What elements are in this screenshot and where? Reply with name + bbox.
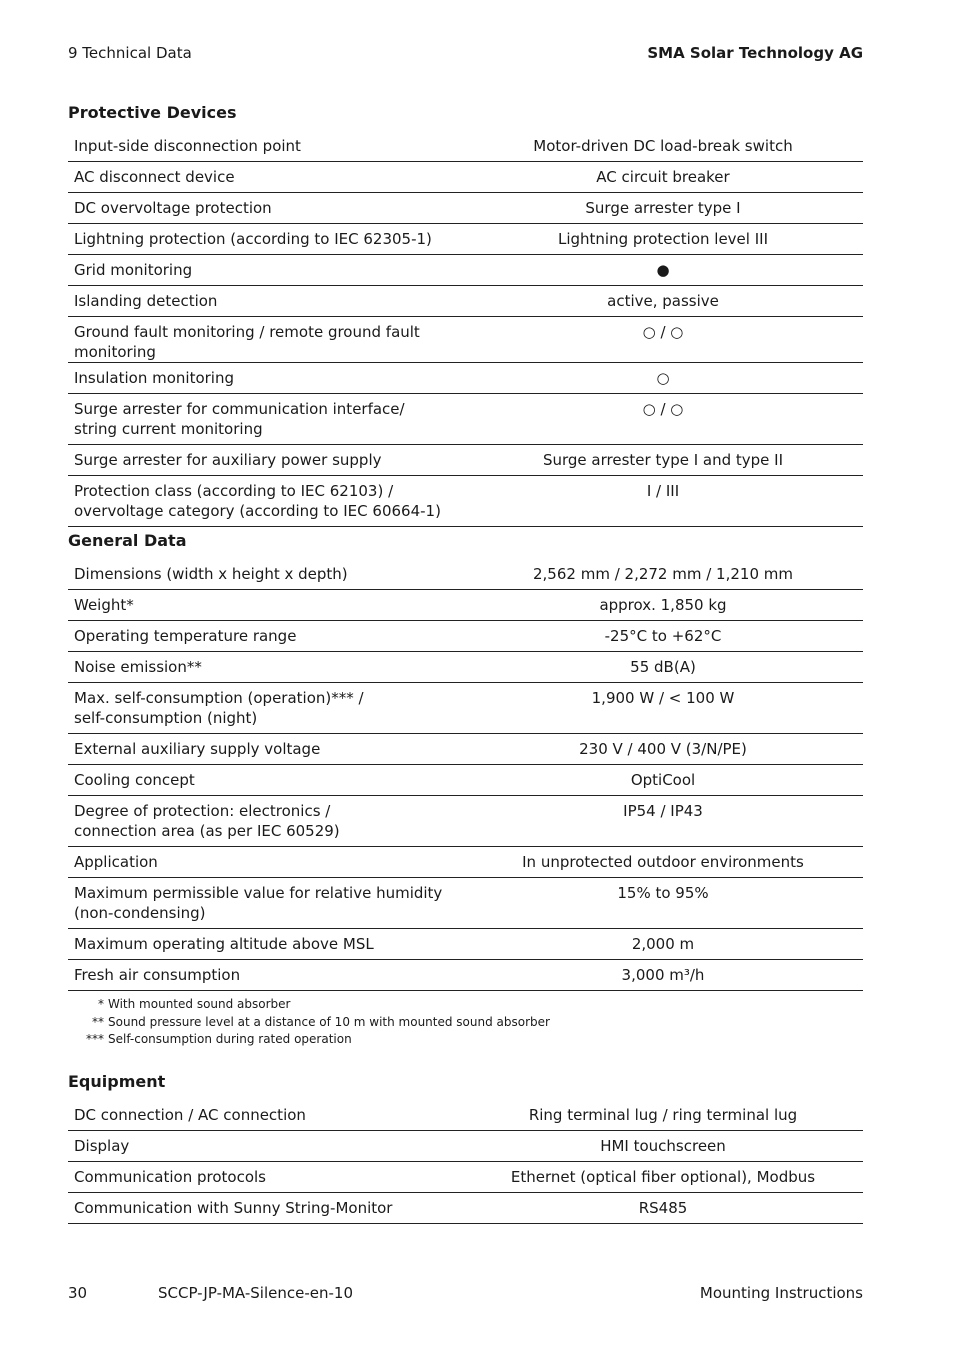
- table-row: [68, 590, 863, 621]
- table-row: [68, 317, 863, 363]
- general-data-table: [68, 559, 863, 991]
- footnote: ** Sound pressure level at a distance of 10 m with mounted sound absorber: [92, 1014, 550, 1029]
- row-value: ●: [463, 255, 863, 286]
- table-row: [68, 652, 863, 683]
- table-row: [68, 796, 863, 847]
- row-value: Surge arrester type I: [463, 193, 863, 224]
- footnote: * With mounted sound absorber: [98, 997, 291, 1011]
- row-label: Communication protocols: [68, 1162, 463, 1193]
- row-value: ○ / ○: [463, 317, 863, 363]
- row-label: AC disconnect device: [68, 162, 463, 193]
- table-row: [68, 224, 863, 255]
- row-value: 230 V / 400 V (3/N/PE): [463, 734, 863, 765]
- table-row: [68, 878, 863, 929]
- row-label: Islanding detection: [68, 286, 463, 317]
- row-label: Display: [68, 1131, 463, 1162]
- row-value: Lightning protection level III: [463, 224, 863, 255]
- table-row: [68, 960, 863, 991]
- row-label: Cooling concept: [68, 765, 463, 796]
- row-value: In unprotected outdoor environments: [463, 847, 863, 878]
- row-label: Communication with Sunny String-Monitor: [68, 1193, 463, 1224]
- row-label: Ground fault monitoring / remote ground fault monitoring: [68, 317, 463, 363]
- table-row: [68, 765, 863, 796]
- row-value: OptiCool: [463, 765, 863, 796]
- header-chapter: 9 Technical Data: [68, 44, 192, 62]
- row-label: DC overvoltage protection: [68, 193, 463, 224]
- equipment-table: [68, 1100, 863, 1224]
- table-row: [68, 1100, 863, 1131]
- row-value: Motor-driven DC load-break switch: [463, 131, 863, 162]
- row-value: HMI touchscreen: [463, 1131, 863, 1162]
- row-label: Dimensions (width x height x depth): [68, 559, 463, 590]
- table-row: [68, 476, 863, 527]
- row-value: 1,900 W / < 100 W: [463, 683, 863, 734]
- row-value: active, passive: [463, 286, 863, 317]
- footnote: *** Self-consumption during rated operation: [86, 1032, 352, 1046]
- row-label: Input-side disconnection point: [68, 131, 463, 162]
- row-value: IP54 / IP43: [463, 796, 863, 847]
- table-row: [68, 1193, 863, 1224]
- row-label: Degree of protection: electronics / connection area (as per IEC 60529): [68, 796, 463, 847]
- row-value: approx. 1,850 kg: [463, 590, 863, 621]
- row-label: Application: [68, 847, 463, 878]
- row-label: Maximum permissible value for relative humidity (non-condensing): [68, 878, 463, 929]
- row-label: Max. self-consumption (operation)*** / self-consumption (night): [68, 683, 463, 734]
- table-row: [68, 286, 863, 317]
- row-value: ○: [463, 363, 863, 394]
- section-title-equipment: Equipment: [68, 1072, 166, 1091]
- row-value: 3,000 m³/h: [463, 960, 863, 991]
- table-row: [68, 445, 863, 476]
- row-value: 55 dB(A): [463, 652, 863, 683]
- row-label: Surge arrester for communication interface/ string current monitoring: [68, 394, 463, 445]
- row-value: Surge arrester type I and type II: [463, 445, 863, 476]
- general-data-footnotes: [76, 996, 550, 1049]
- row-label: Grid monitoring: [68, 255, 463, 286]
- footer-page-number: 30: [68, 1284, 88, 1302]
- table-row: [68, 162, 863, 193]
- row-value: Ring terminal lug / ring terminal lug: [463, 1100, 863, 1131]
- table-row: [68, 559, 863, 590]
- table-row: [68, 1162, 863, 1193]
- table-row: [68, 1131, 863, 1162]
- row-value: -25°C to +62°C: [463, 621, 863, 652]
- row-label: Operating temperature range: [68, 621, 463, 652]
- table-row: [68, 683, 863, 734]
- table-row: [68, 929, 863, 960]
- table-row: [68, 193, 863, 224]
- row-label: Maximum operating altitude above MSL: [68, 929, 463, 960]
- row-label: Noise emission**: [68, 652, 463, 683]
- section-title-general-data: General Data: [68, 531, 187, 550]
- table-row: [68, 734, 863, 765]
- row-value: 2,000 m: [463, 929, 863, 960]
- row-value: ○ / ○: [463, 394, 863, 445]
- table-row: [68, 847, 863, 878]
- table-row: [68, 363, 863, 394]
- section-title-protective-devices: Protective Devices: [68, 103, 237, 122]
- row-value: I / III: [463, 476, 863, 527]
- row-label: Weight*: [68, 590, 463, 621]
- row-label: Lightning protection (according to IEC 62305-1): [68, 224, 463, 255]
- footer-doc-id: SCCP-JP-MA-Silence-en-10: [158, 1284, 353, 1302]
- row-value: Ethernet (optical fiber optional), Modbus: [463, 1162, 863, 1193]
- row-value: 2,562 mm / 2,272 mm / 1,210 mm: [463, 559, 863, 590]
- row-label: DC connection / AC connection: [68, 1100, 463, 1131]
- row-value: 15% to 95%: [463, 878, 863, 929]
- row-label: External auxiliary supply voltage: [68, 734, 463, 765]
- row-label: Fresh air consumption: [68, 960, 463, 991]
- row-value: AC circuit breaker: [463, 162, 863, 193]
- footer-doc-type: Mounting Instructions: [699, 1284, 863, 1302]
- table-row: [68, 131, 863, 162]
- row-label: Insulation monitoring: [68, 363, 463, 394]
- row-label: Protection class (according to IEC 62103) / overvoltage category (according to IEC 60664-1): [68, 476, 463, 527]
- row-value: RS485: [463, 1193, 863, 1224]
- protective-devices-table: [68, 131, 863, 527]
- row-label: Surge arrester for auxiliary power supply: [68, 445, 463, 476]
- header-company: SMA Solar Technology AG: [647, 44, 863, 62]
- table-row: [68, 394, 863, 445]
- table-row: [68, 621, 863, 652]
- table-row: [68, 255, 863, 286]
